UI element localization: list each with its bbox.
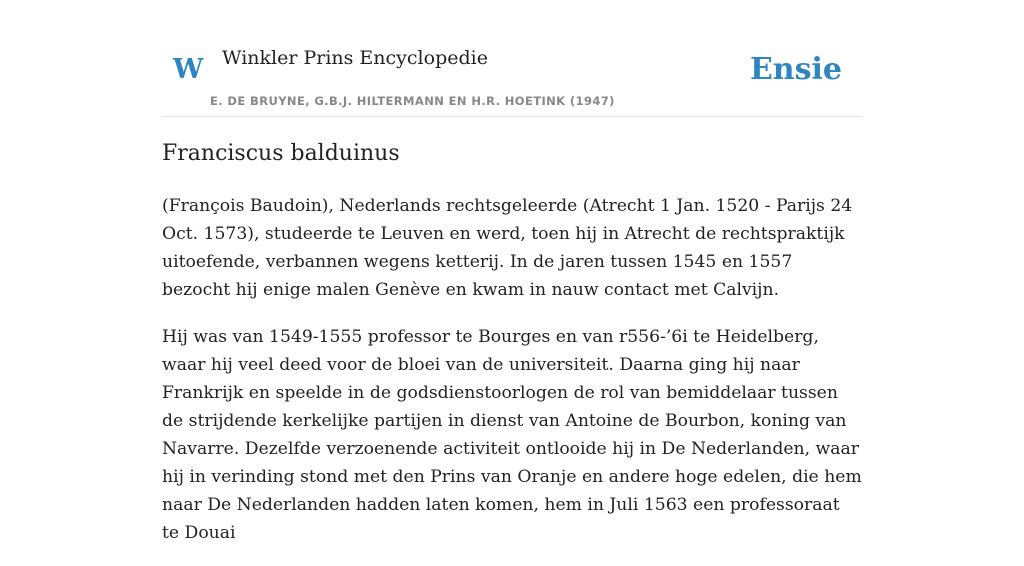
brand-logo-link[interactable]: Ensie (749, 52, 842, 87)
article-body (162, 192, 862, 566)
publication-title[interactable]: Winkler Prins Encyclopedie (222, 47, 488, 69)
article-paragraph: Hij was van 1549-1555 professor te Bourges en van r556-’6i te Heidelberg, waar hij veel deed voor de bloei van de universiteit. Daarna ging hij naar Frankrijk en speelde in de godsdienstoorlogen de rol van bemiddelaar tussen de strijdende kerkelijke partijen in dienst van Antoine de Bourbon, koning van Navarre. Dezelfde verzoenende activiteit ontlooide hij in De Nederlanden, waar hij in verinding stond met den Prins van Oranje en andere hoge edelen, die hem naar De Nederlanden hadden laten komen, hem in Juli 1563 een professoraat te Douai (162, 327, 862, 543)
header (162, 0, 862, 117)
article-title: Franciscus balduinus (162, 141, 400, 166)
content-container (162, 0, 862, 543)
publication-authors: E. DE BRUYNE, G.B.J. HILTERMANN EN H.R. HOETINK (1947) (210, 94, 615, 108)
publication-logo-icon[interactable]: W (173, 54, 204, 85)
article-paragraph: (François Baudoin), Nederlands rechtsgeleerde (Atrecht 1 Jan. 1520 - Parijs 24 Oct. 1573), studeerde te Leuven en werd, toen hij in Atrecht de rechtspraktijk uitoefende, verbannen wegens ketterij. In de jaren tussen 1545 en 1557 bezocht hij enige malen Genève en kwam in nauw contact met Calvijn. (162, 196, 853, 300)
